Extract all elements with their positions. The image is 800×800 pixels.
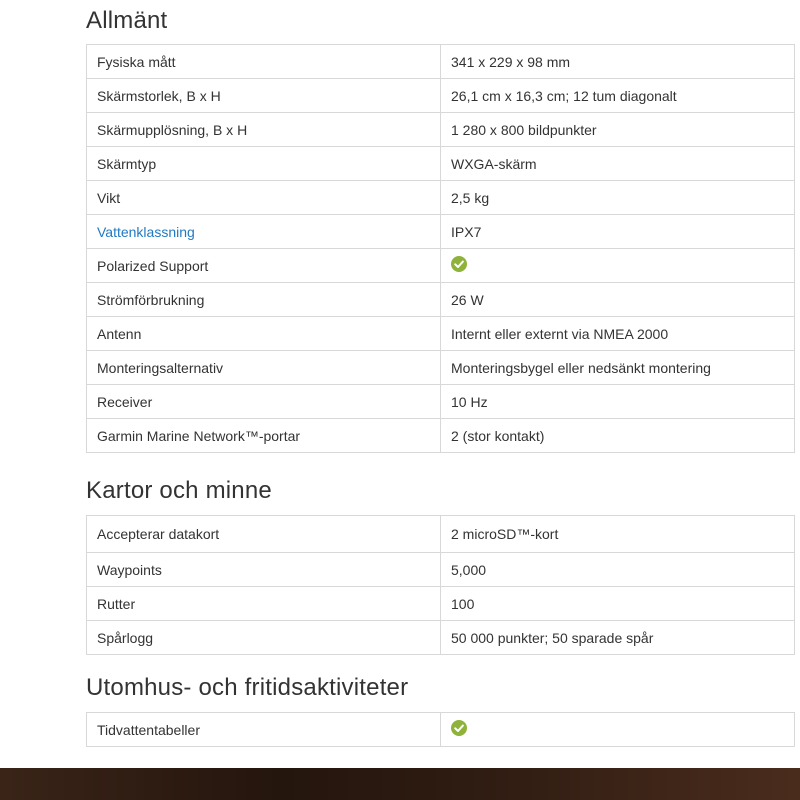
table-row [87,147,795,181]
spec-label: Waypoints [87,553,441,587]
spec-label: Skärmstorlek, B x H [87,79,441,113]
spec-value: 1 280 x 800 bildpunkter [441,113,795,147]
spec-label: Receiver [87,385,441,419]
section-general [86,6,794,453]
section-title: Kartor och minne [86,477,272,504]
table-row [87,181,795,215]
table-row [87,249,795,283]
spec-label: Polarized Support [87,249,441,283]
spec-label: Vikt [87,181,441,215]
spec-value: 100 [441,587,795,621]
check-circle-icon [451,720,467,736]
spec-value: WXGA-skärm [441,147,795,181]
table-row [87,113,795,147]
spec-value: 26,1 cm x 16,3 cm; 12 tum diagonalt [441,79,795,113]
table-row [87,45,795,79]
spec-value-cell [441,713,795,747]
table-row [87,79,795,113]
spec-value: 50 000 punkter; 50 sparade spår [441,621,795,655]
spec-table [86,712,795,747]
spec-label: Monteringsalternativ [87,351,441,385]
table-row [87,385,795,419]
check-circle-icon [451,256,467,272]
spec-label: Spårlogg [87,621,441,655]
spec-value: 26 W [441,283,795,317]
water-rating-link[interactable]: Vattenklassning [97,223,195,240]
spec-label-cell [87,215,441,249]
spec-value: Monteringsbygel eller nedsänkt montering [441,351,795,385]
section-maps-memory [86,476,794,655]
table-row [87,621,795,655]
table-row [87,419,795,453]
spec-value: 5,000 [441,553,795,587]
table-row [87,713,795,747]
spec-value: IPX7 [441,215,795,249]
spec-value-cell [441,249,795,283]
spec-label: Antenn [87,317,441,351]
spec-label: Garmin Marine Network™-portar [87,419,441,453]
spec-label: Skärmtyp [87,147,441,181]
table-row [87,283,795,317]
table-row [87,215,795,249]
table-row [87,516,795,553]
section-outdoor [86,673,794,747]
spec-table [86,515,795,655]
section-title: Utomhus- och fritidsaktiviteter [86,674,409,701]
spec-table [86,44,795,453]
spec-label: Accepterar datakort [87,516,441,553]
spec-label: Rutter [87,587,441,621]
section-title: Allmänt [86,7,168,34]
spec-label: Fysiska mått [87,45,441,79]
footer-banner [0,768,800,800]
table-row [87,587,795,621]
spec-value: 2 (stor kontakt) [441,419,795,453]
spec-value: 341 x 229 x 98 mm [441,45,795,79]
spec-label: Strömförbrukning [87,283,441,317]
table-row [87,317,795,351]
spec-label: Tidvattentabeller [87,713,441,747]
spec-label: Skärmupplösning, B x H [87,113,441,147]
spec-value: 2,5 kg [441,181,795,215]
table-row [87,553,795,587]
table-row [87,351,795,385]
spec-value: 10 Hz [441,385,795,419]
spec-value: 2 microSD™-kort [441,516,795,553]
spec-value: Internt eller externt via NMEA 2000 [441,317,795,351]
